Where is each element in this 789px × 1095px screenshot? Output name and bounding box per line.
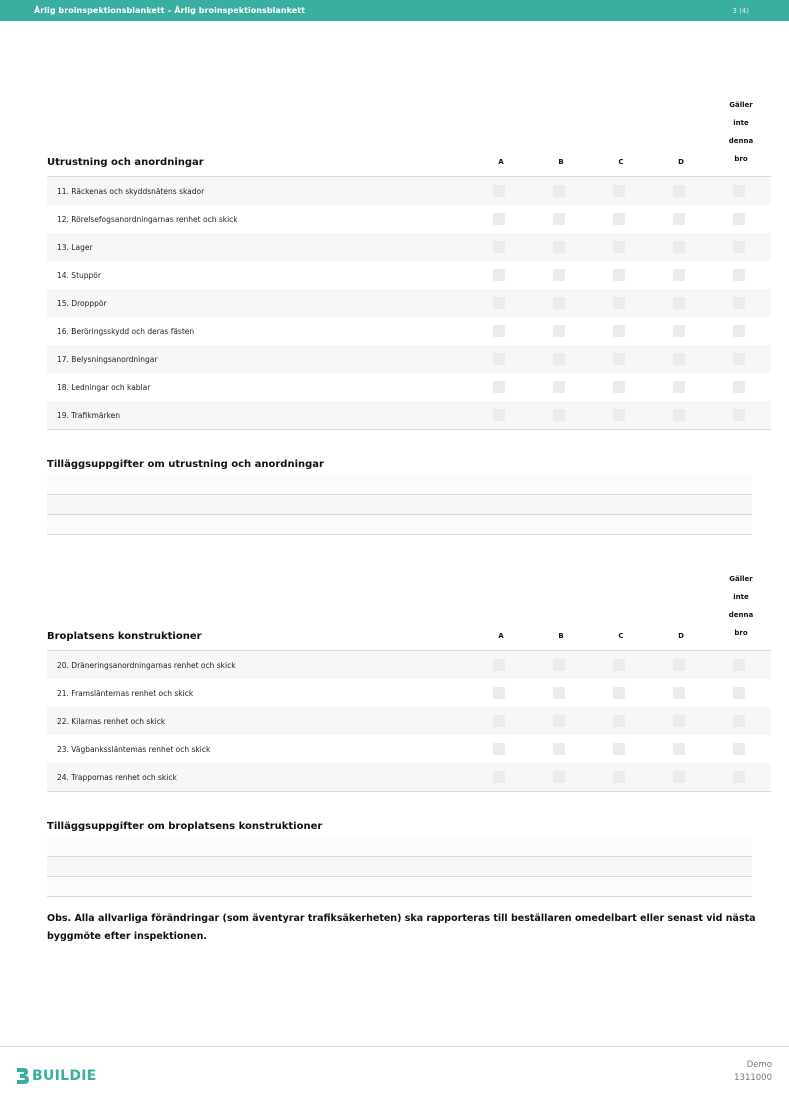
- row-label: 15. Droppрör: [57, 298, 107, 308]
- table-row: [47, 205, 771, 233]
- checkbox-b[interactable]: [553, 771, 565, 783]
- checkbox-c[interactable]: [613, 325, 625, 337]
- extra-info-line-2[interactable]: [47, 857, 752, 877]
- checklist-rows: [47, 177, 771, 430]
- column-header-b: B: [558, 158, 564, 166]
- extra-info-site-structures: [47, 820, 752, 897]
- checkbox-a[interactable]: [493, 353, 505, 365]
- row-label: 22. Kilarnas renhet och skick: [57, 716, 166, 726]
- extra-info-line-3[interactable]: [47, 515, 752, 535]
- table-row: [47, 707, 771, 735]
- row-label: 24. Trappornas renhet och skick: [57, 772, 177, 782]
- checkbox-a[interactable]: [493, 743, 505, 755]
- checkbox-not-applicable[interactable]: [733, 715, 745, 727]
- checkbox-c[interactable]: [613, 715, 625, 727]
- checkbox-b[interactable]: [553, 213, 565, 225]
- checkbox-d[interactable]: [673, 325, 685, 337]
- checkbox-a[interactable]: [493, 687, 505, 699]
- checkbox-c[interactable]: [613, 381, 625, 393]
- checkbox-d[interactable]: [673, 743, 685, 755]
- checkbox-a[interactable]: [493, 325, 505, 337]
- row-label: 21. Framslänternas renhet och skick: [57, 688, 194, 698]
- section-header: [47, 571, 771, 651]
- checkbox-d[interactable]: [673, 771, 685, 783]
- table-row: [47, 401, 771, 429]
- checkbox-c[interactable]: [613, 269, 625, 281]
- column-header-not-applicable: Gäller inte denna bro: [728, 101, 754, 163]
- row-label: 13. Lager: [57, 242, 93, 252]
- column-header-not-applicable: Gäller inte denna bro: [728, 575, 754, 637]
- checkbox-b[interactable]: [553, 715, 565, 727]
- checkbox-a[interactable]: [493, 297, 505, 309]
- column-header-a: A: [498, 158, 504, 166]
- section-title: Broplatsens konstruktioner: [47, 631, 202, 642]
- checkbox-d[interactable]: [673, 297, 685, 309]
- checkbox-c[interactable]: [613, 743, 625, 755]
- checkbox-not-applicable[interactable]: [733, 659, 745, 671]
- checkbox-b[interactable]: [553, 185, 565, 197]
- table-row: [47, 679, 771, 707]
- extra-info-title: Tilläggsuppgifter om utrustning och anordningar: [47, 459, 324, 470]
- extra-info-line-2[interactable]: [47, 495, 752, 515]
- checkbox-a[interactable]: [493, 185, 505, 197]
- checkbox-not-applicable[interactable]: [733, 297, 745, 309]
- checkbox-a[interactable]: [493, 213, 505, 225]
- table-row: [47, 373, 771, 401]
- checkbox-b[interactable]: [553, 269, 565, 281]
- checkbox-not-applicable[interactable]: [733, 743, 745, 755]
- checkbox-c[interactable]: [613, 241, 625, 253]
- row-label: 19. Trafikmärken: [57, 410, 120, 420]
- section-equipment: [47, 97, 771, 430]
- table-row: [47, 317, 771, 345]
- checkbox-b[interactable]: [553, 743, 565, 755]
- column-header-c: C: [618, 632, 624, 640]
- checkbox-b[interactable]: [553, 353, 565, 365]
- column-header-c: C: [618, 158, 624, 166]
- checkbox-b[interactable]: [553, 659, 565, 671]
- column-header-b: B: [558, 632, 564, 640]
- checkbox-d[interactable]: [673, 659, 685, 671]
- buildie-logo: [16, 1067, 97, 1085]
- checkbox-d[interactable]: [673, 241, 685, 253]
- checkbox-b[interactable]: [553, 409, 565, 421]
- checkbox-not-applicable[interactable]: [733, 185, 745, 197]
- column-header-a: A: [498, 632, 504, 640]
- checkbox-d[interactable]: [673, 213, 685, 225]
- row-label: 14. Stupрör: [57, 270, 101, 280]
- checkbox-a[interactable]: [493, 241, 505, 253]
- row-label: 17. Belysningsanordningar: [57, 354, 158, 364]
- checkbox-c[interactable]: [613, 185, 625, 197]
- checkbox-a[interactable]: [493, 659, 505, 671]
- checkbox-d[interactable]: [673, 687, 685, 699]
- extra-info-equipment: [47, 458, 752, 535]
- row-label: 23. Vägbankssläntemas renhet och skick: [57, 744, 211, 754]
- checkbox-d[interactable]: [673, 353, 685, 365]
- table-row: [47, 177, 771, 205]
- checkbox-not-applicable[interactable]: [733, 409, 745, 421]
- checkbox-c[interactable]: [613, 297, 625, 309]
- checkbox-a[interactable]: [493, 381, 505, 393]
- row-label: 11. Räckenas och skyddsnätens skador: [57, 186, 205, 196]
- row-label: 12. Rörelsefogsanordningarnas renhet och skick: [57, 214, 238, 224]
- section-title: Utrustning och anordningar: [47, 157, 204, 168]
- extra-info-line-1[interactable]: [47, 837, 752, 857]
- table-row: [47, 261, 771, 289]
- important-note: Obs. Alla allvarliga förändringar (som äventyrar trafiksäkerheten) ska rapporteras till beställaren omedelbart eller senast vid nästa byggmöte efter inspektionen.: [47, 913, 756, 942]
- checkbox-not-applicable[interactable]: [733, 241, 745, 253]
- checkbox-d[interactable]: [673, 715, 685, 727]
- checkbox-not-applicable[interactable]: [733, 771, 745, 783]
- row-label: 20. Dräneringsanordningarnas renhet och skick: [57, 660, 236, 670]
- extra-info-line-3[interactable]: [47, 877, 752, 897]
- table-row: [47, 651, 771, 679]
- footer-info: [734, 1059, 772, 1085]
- column-header-d: D: [678, 632, 684, 640]
- checkbox-not-applicable[interactable]: [733, 353, 745, 365]
- checkbox-not-applicable[interactable]: [733, 325, 745, 337]
- checkbox-d[interactable]: [673, 269, 685, 281]
- checkbox-c[interactable]: [613, 687, 625, 699]
- section-site-structures: [47, 571, 771, 792]
- checkbox-c[interactable]: [613, 353, 625, 365]
- company-name: Demo: [746, 1060, 772, 1070]
- row-label: 16. Beröringsskydd och deras fästen: [57, 326, 195, 336]
- extra-info-line-1[interactable]: [47, 475, 752, 495]
- checkbox-d[interactable]: [673, 381, 685, 393]
- checkbox-not-applicable[interactable]: [733, 687, 745, 699]
- document-title: Årlig broinspektionsblankett – Årlig broinspektionsblankett: [34, 6, 305, 15]
- checkbox-b[interactable]: [553, 241, 565, 253]
- logo-text: BUILDIE: [32, 1068, 97, 1084]
- document-number: 1311000: [734, 1073, 772, 1083]
- table-row: [47, 735, 771, 763]
- table-row: [47, 345, 771, 373]
- checklist-rows: [47, 651, 771, 792]
- checkbox-d[interactable]: [673, 409, 685, 421]
- checkbox-c[interactable]: [613, 409, 625, 421]
- checkbox-c[interactable]: [613, 771, 625, 783]
- section-header: [47, 97, 771, 177]
- table-row: [47, 763, 771, 791]
- checkbox-b[interactable]: [553, 325, 565, 337]
- checkbox-a[interactable]: [493, 771, 505, 783]
- checkbox-c[interactable]: [613, 659, 625, 671]
- checkbox-b[interactable]: [553, 687, 565, 699]
- column-header-d: D: [678, 158, 684, 166]
- table-row: [47, 289, 771, 317]
- checkbox-b[interactable]: [553, 297, 565, 309]
- checkbox-d[interactable]: [673, 185, 685, 197]
- page-footer: [0, 1046, 789, 1095]
- row-label: 18. Ledningar och kablar: [57, 382, 151, 392]
- table-row: [47, 233, 771, 261]
- checkbox-c[interactable]: [613, 213, 625, 225]
- checkbox-a[interactable]: [493, 269, 505, 281]
- checkbox-not-applicable[interactable]: [733, 269, 745, 281]
- page-indicator: 3 (4): [732, 6, 749, 15]
- checkbox-b[interactable]: [553, 381, 565, 393]
- checkbox-a[interactable]: [493, 715, 505, 727]
- checkbox-not-applicable[interactable]: [733, 213, 745, 225]
- checkbox-not-applicable[interactable]: [733, 381, 745, 393]
- buildie-logo-icon: [16, 1067, 30, 1085]
- extra-info-title: Tilläggsuppgifter om broplatsens konstruktioner: [47, 821, 323, 832]
- checkbox-a[interactable]: [493, 409, 505, 421]
- document-header-bar: [0, 0, 789, 21]
